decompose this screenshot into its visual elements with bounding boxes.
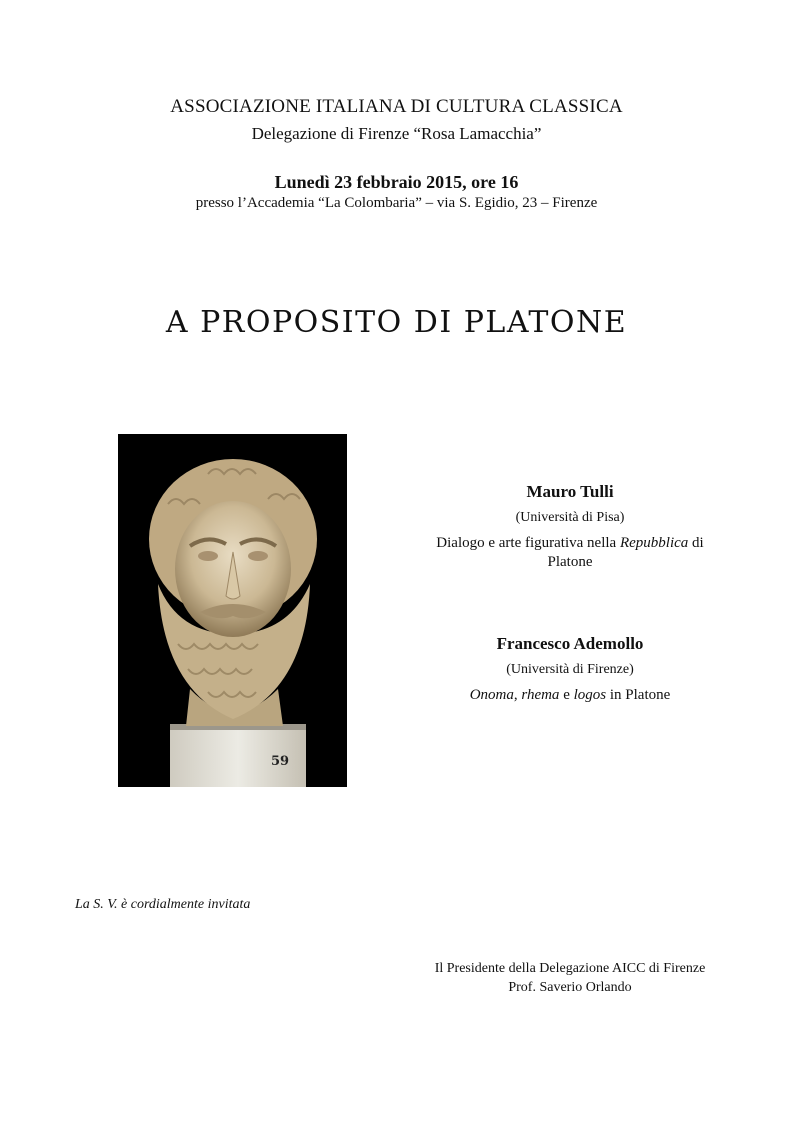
speaker-block-1 <box>420 482 720 572</box>
speaker-block-2 <box>420 634 720 705</box>
talk-title-italic: rhema <box>521 687 560 703</box>
speaker-name: Mauro Tulli <box>526 482 614 501</box>
plato-bust-image <box>118 434 347 787</box>
event-date: Lunedì 23 febbraio 2015, ore 16 <box>274 172 519 192</box>
talk-title-text: in Platone <box>606 687 671 703</box>
speaker-name: Francesco Ademollo <box>496 634 644 653</box>
plinth-number: 59 <box>270 754 290 769</box>
event-title: A PROPOSITO DI PLATONE <box>165 305 628 340</box>
talk-title-text: Platone <box>547 554 593 570</box>
speaker-affiliation: (Università di Pisa) <box>515 510 625 525</box>
talk-title-italic: Onoma <box>469 687 514 703</box>
event-venue: presso l’Accademia “La Colombaria” – via S. Egidio, 23 – Firenze <box>195 195 598 211</box>
invitation-note: La S. V. è cordialmente invitata <box>75 897 251 912</box>
signature-role: Il Presidente della Delegazione AICC di Firenze <box>434 961 706 976</box>
organization-name: ASSOCIAZIONE ITALIANA DI CULTURA CLASSICA <box>170 96 623 117</box>
talk-title <box>420 534 720 572</box>
talk-title-italic: Repubblica <box>619 535 689 551</box>
speaker-affiliation: (Università di Firenze) <box>506 662 634 677</box>
talk-title-text: e <box>559 687 574 703</box>
talk-title-text: di <box>688 535 704 551</box>
talk-title-italic: logos <box>573 687 607 703</box>
talk-title <box>420 686 720 705</box>
signature-block <box>420 961 720 996</box>
delegation-name: Delegazione di Firenze “Rosa Lamacchia” <box>251 124 542 143</box>
signature-name: Prof. Saverio Orlando <box>508 980 632 995</box>
talk-title-text: , <box>513 687 522 703</box>
talk-title-text: Dialogo e arte figurativa nella <box>436 535 620 551</box>
